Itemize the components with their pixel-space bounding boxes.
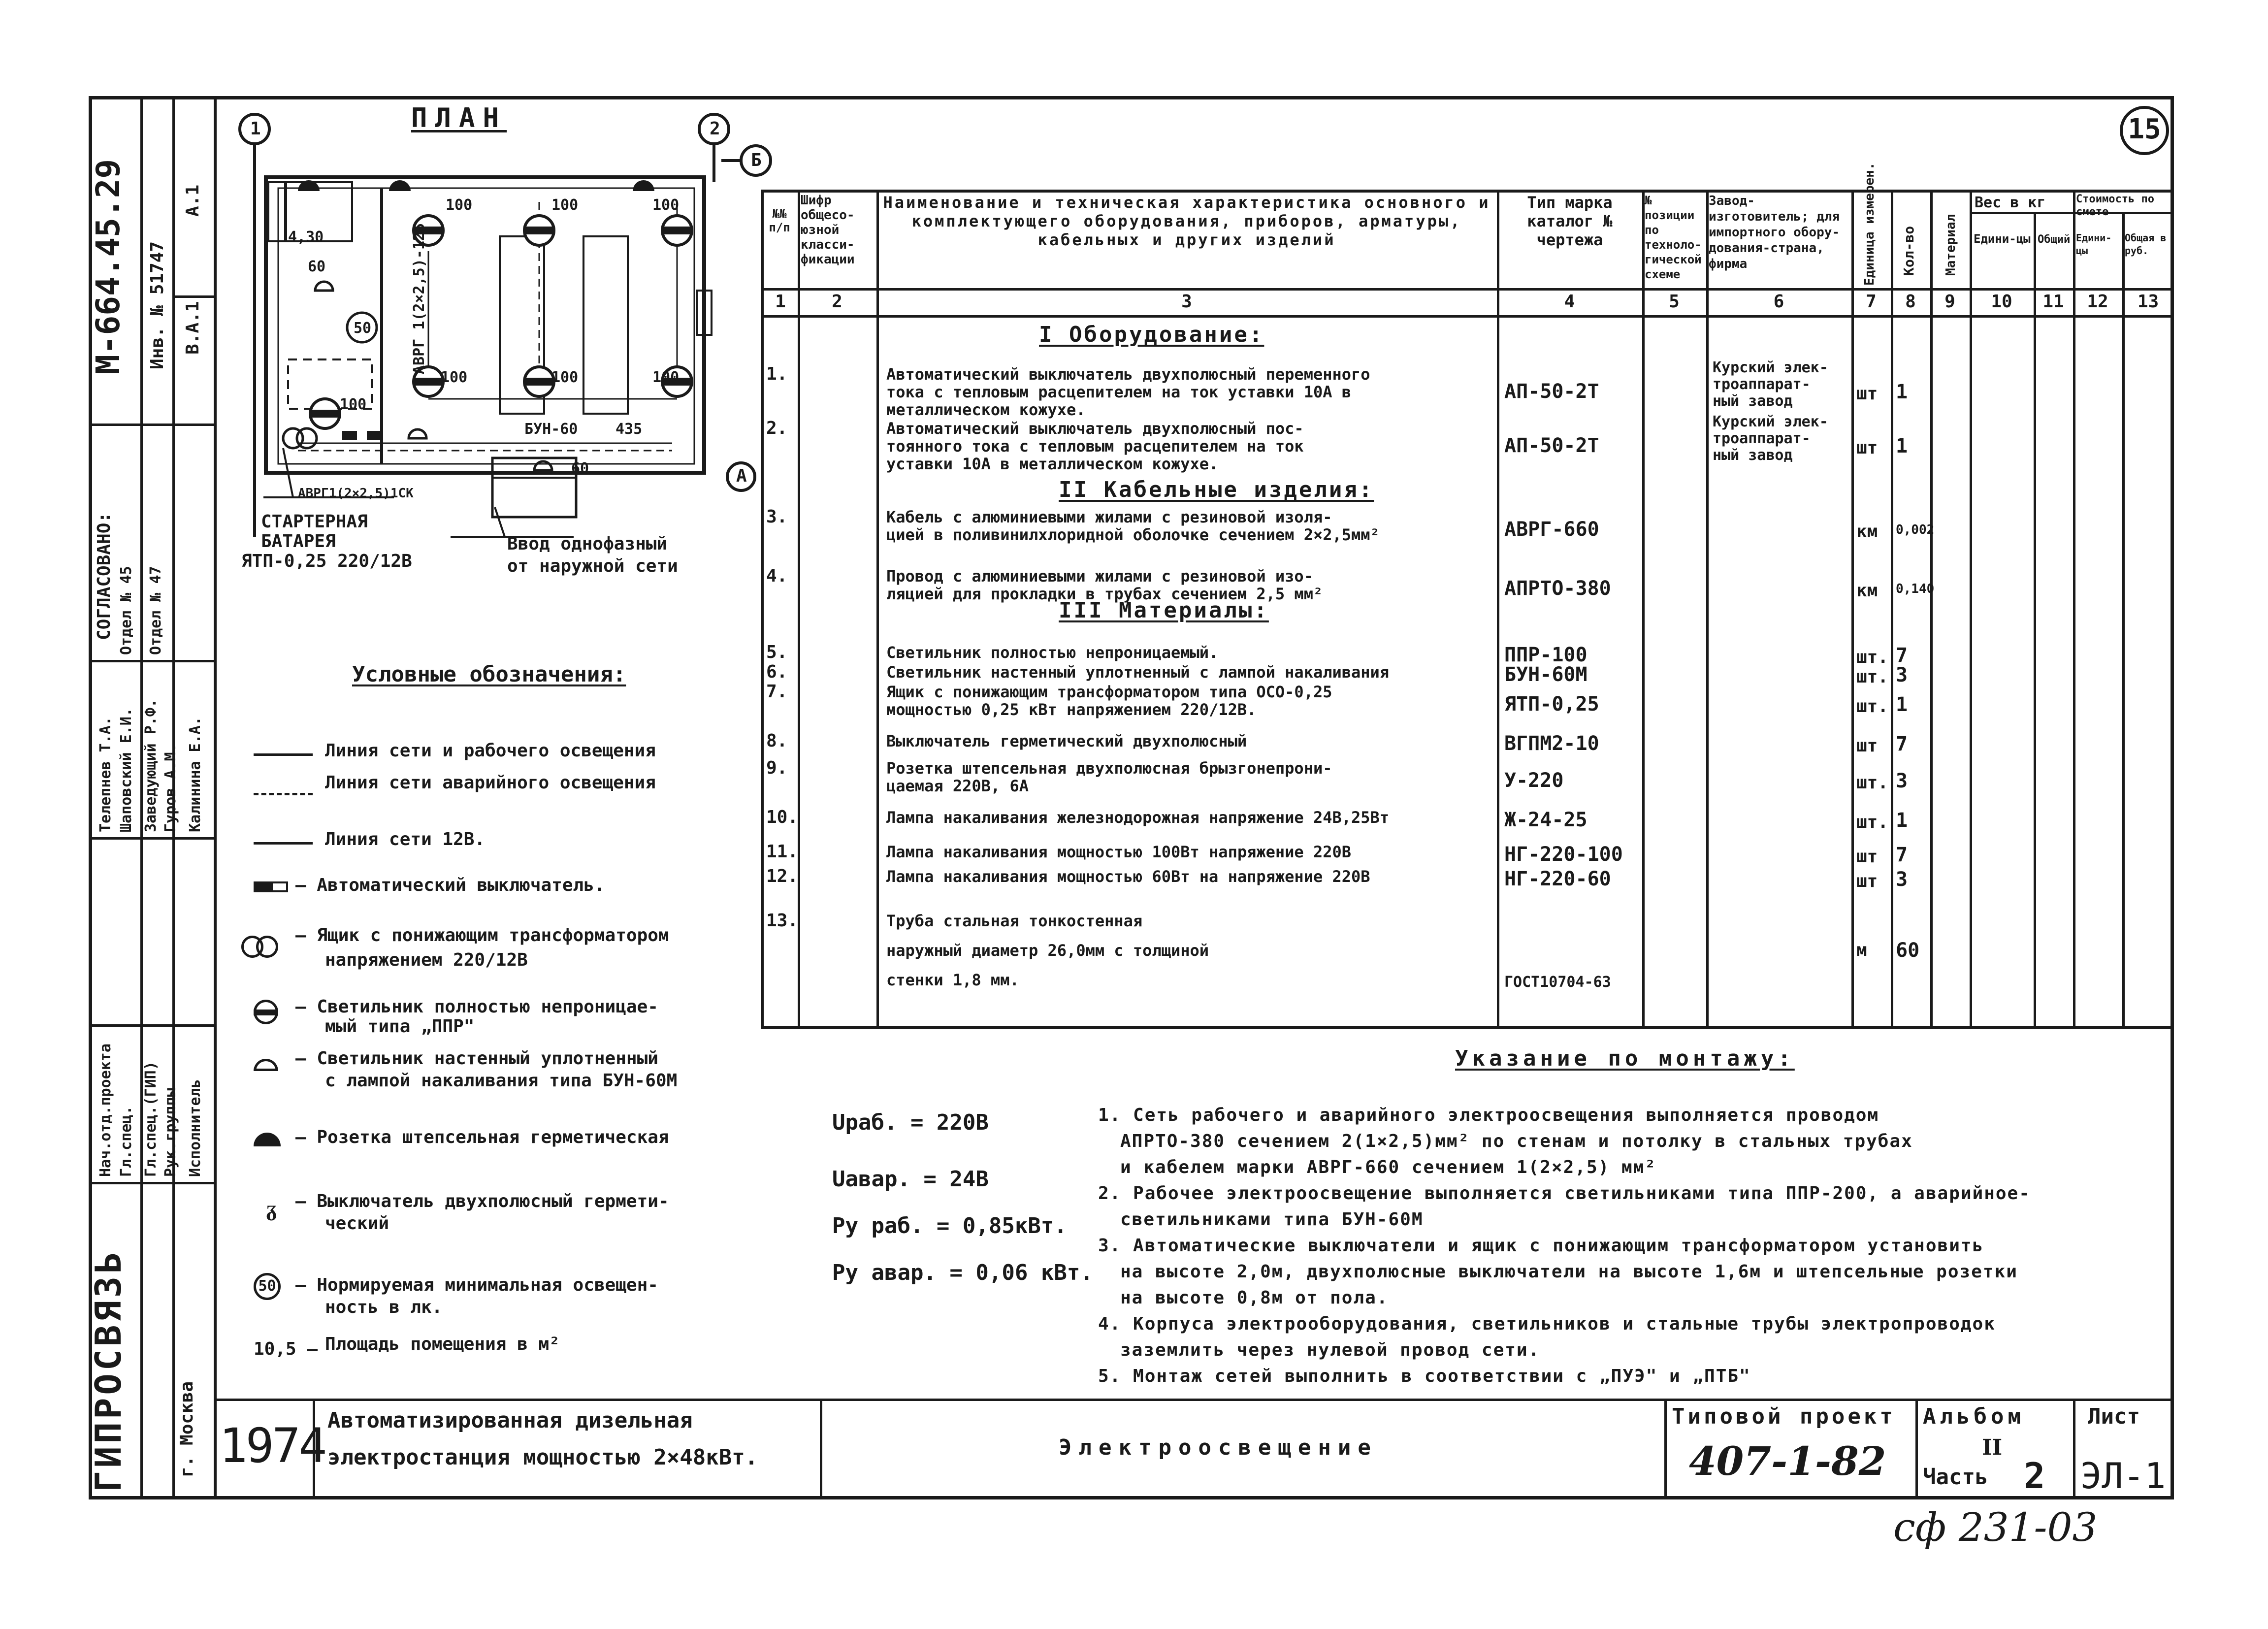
- row-name: Светильник настенный уплотненный с лампой накаливания: [886, 663, 1390, 682]
- legend-item-10b: ность в лк.: [325, 1297, 443, 1317]
- row-qty: 60: [1896, 939, 1920, 962]
- album-value: II: [1982, 1435, 2003, 1460]
- row-number: 12.: [766, 866, 799, 886]
- instruction-line: и кабелем марки АВРГ-660 сечением 1(2×2,5) мм²: [1120, 1157, 1656, 1177]
- row-qty: 3: [1896, 770, 1908, 792]
- row-number: 3.: [766, 507, 788, 527]
- instructions-title: Указание по монтажу:: [1455, 1046, 1795, 1071]
- colnum-11: 11: [2042, 292, 2064, 312]
- row-qty: 0,002: [1896, 522, 1935, 537]
- legend-norm-sym: 50: [258, 1277, 276, 1295]
- row-type: НГ-220-60: [1504, 868, 1611, 890]
- row-name: Кабель с алюминиевыми жилами с резиновой изоля-: [886, 508, 1332, 526]
- colnum-2: 2: [832, 292, 842, 312]
- instruction-line: на высоте 0,8м от пола.: [1120, 1288, 1389, 1308]
- colnum-4: 4: [1564, 292, 1575, 312]
- row-type: ППР-100: [1504, 644, 1588, 666]
- instruction-line: светильниками типа БУН-60М: [1120, 1209, 1424, 1230]
- role-3: Гл.спец.(ГИП): [142, 1061, 160, 1177]
- section-equipment: I Оборудование:: [1039, 322, 1264, 347]
- dept45: Отдел № 45: [118, 566, 135, 655]
- th-weight-total: Общий: [2038, 233, 2071, 246]
- city-name: г. Москва: [177, 1381, 197, 1477]
- row-maker: Курский элек-: [1713, 413, 1828, 430]
- plan-lux-100-d: 100: [441, 369, 468, 386]
- legend-item-2: Линия сети аварийного освещения: [325, 773, 656, 793]
- row-type: АП-50-2Т: [1504, 380, 1599, 403]
- row-qty: 7: [1896, 844, 1908, 866]
- project-name-1: Автоматизированная дизельная: [327, 1408, 693, 1433]
- plan-lux-100-c: 100: [652, 196, 680, 214]
- row-name: цией в поливинилхлоридной оболочке сечением 2×2,5мм²: [886, 525, 1380, 544]
- row-maker: троаппарат-: [1713, 376, 1811, 393]
- row-unit: шт.: [1856, 647, 1889, 667]
- row-type: ЯТП-0,25: [1504, 693, 1599, 716]
- row-unit: шт.: [1856, 812, 1889, 832]
- switch-icon: ᵹ: [266, 1196, 277, 1221]
- row-name: мощностью 0,25 кВт напряжением 220/12В.: [886, 700, 1257, 719]
- row-qty: 1: [1896, 381, 1908, 403]
- row-name: Лампа накаливания железнодорожная напряжение 24В,25Вт: [886, 808, 1390, 827]
- colnum-6: 6: [1773, 292, 1784, 312]
- axis-2-label: 2: [710, 119, 720, 139]
- legend-title: Условные обозначения:: [352, 662, 626, 687]
- row-name: Автоматический выключатель двухполюсный пос-: [886, 419, 1304, 438]
- row-name: уставки 10А в металлическом кожухе.: [886, 455, 1219, 473]
- legend-item-7b: с лампой накаливания типа БУН-60М: [325, 1071, 678, 1091]
- role-4: Рук.группы: [162, 1088, 179, 1177]
- instruction-line: заземлить через нулевой провод сети.: [1120, 1340, 1540, 1360]
- colnum-10: 10: [1991, 292, 2012, 312]
- row-number: 1.: [766, 364, 788, 384]
- role-2: Гл.спец.: [118, 1106, 135, 1177]
- row-qty: 1: [1896, 435, 1908, 457]
- row-name: Провод с алюминиевыми жилами с резиновой изо-: [886, 567, 1313, 586]
- row-name: тоянного тока с тепловым расцепителем на ток: [886, 437, 1304, 456]
- plan-area-label: 4,30: [288, 228, 324, 246]
- row-unit: шт.: [1856, 696, 1889, 717]
- callout-battery: БАТАРЕЯ: [261, 531, 336, 552]
- row-name: наружный диаметр 26,0мм с толщиной: [886, 941, 1209, 960]
- row-number: 13.: [766, 911, 799, 931]
- th-cost: Стоимость по смете: [2076, 193, 2154, 218]
- legend-line-solid: [254, 753, 313, 756]
- plan-lux-60: 60: [308, 258, 326, 275]
- row-type: ВГПМ2-10: [1504, 732, 1599, 755]
- row-unit: км: [1856, 581, 1878, 601]
- part-value: 2: [2024, 1455, 2045, 1497]
- colnum-13: 13: [2137, 292, 2159, 312]
- row-name: цаемая 220В, 6А: [886, 777, 1029, 795]
- row-name: Лампа накаливания мощностью 100Вт напряжение 220В: [886, 843, 1352, 861]
- row-name: Труба стальная тонкостенная: [886, 912, 1143, 930]
- legend-item-7: – Светильник настенный уплотненный: [295, 1048, 658, 1069]
- agreed-label: СОГЛАСОВАНО:: [94, 512, 114, 640]
- axis-a-label: А: [736, 466, 747, 486]
- axis-1-label: 1: [250, 119, 261, 139]
- legend-line-dashed: [254, 793, 313, 795]
- sheet-number: 15: [2128, 113, 2161, 145]
- row-name: Розетка штепсельная двухполюсная брызгонепрони-: [886, 759, 1332, 778]
- colnum-1: 1: [775, 292, 786, 312]
- colnum-12: 12: [2087, 292, 2108, 312]
- row-number: 2.: [766, 418, 788, 438]
- name-1: Телепнев Т.А.: [97, 717, 114, 832]
- instruction-line: 5. Монтаж сетей выполнить в соответствии с „ПУЭ" и „ПТБ": [1098, 1366, 1751, 1386]
- row-type: АПРТО-380: [1504, 577, 1611, 600]
- row-name: Автоматический выключатель двухполюсный переменного: [886, 365, 1370, 384]
- u-emerg: Uавар. = 24В: [832, 1167, 989, 1192]
- th-qty: Кол-во: [1901, 226, 1917, 276]
- row-number: 4.: [766, 566, 788, 586]
- row-name: Лампа накаливания мощностью 60Вт на напряжение 220В: [886, 867, 1370, 886]
- row-name: тока с тепловым расцепителем на ток уставки 10А в: [886, 383, 1352, 401]
- row-unit: м: [1856, 940, 1867, 960]
- row-unit: шт: [1856, 847, 1878, 867]
- plan-lux-100-e: 100: [551, 369, 579, 386]
- colnum-8: 8: [1905, 292, 1916, 312]
- legend-item-8: – Розетка штепсельная герметическая: [295, 1127, 669, 1147]
- album-label: Альбом: [1923, 1404, 2025, 1429]
- callout-input-2: от наружной сети: [507, 556, 678, 576]
- legend-line-12v: [254, 842, 313, 845]
- colnum-3: 3: [1181, 292, 1192, 312]
- th-name: Наименование и техническая характеристика основного и комплектующего оборудования, приборов, арматуры, кабельных и других изделий: [883, 193, 1490, 249]
- row-type: АВРГ-660: [1504, 518, 1599, 541]
- part-label: Часть: [1923, 1465, 1988, 1490]
- list-label: Лист: [2088, 1404, 2140, 1429]
- legend-item-1: Линия сети и рабочего освещения: [325, 741, 656, 761]
- row-type: АП-50-2Т: [1504, 434, 1599, 457]
- section-cables: II Кабельные изделия:: [1059, 477, 1374, 502]
- plan-lux-100-a: 100: [446, 196, 473, 214]
- row-unit: шт: [1856, 384, 1878, 404]
- th-pos: № позиции по техноло-гической схеме: [1645, 194, 1702, 281]
- instruction-line: 3. Автоматические выключатели и ящик с понижающим трансформатором установить: [1098, 1236, 1984, 1256]
- row-qty: 7: [1896, 733, 1908, 755]
- instruction-line: АПРТО-380 сечением 2(1×2,5)мм² по стенам и потолку в стальных трубах: [1120, 1131, 1913, 1151]
- row-number: 9.: [766, 758, 788, 778]
- plan-title: ПЛАН: [411, 102, 507, 133]
- row-unit: шт: [1856, 736, 1878, 756]
- th-cost-total: Общая в руб.: [2125, 232, 2167, 257]
- row-qty: 0,140: [1896, 582, 1935, 596]
- axis-b-label: Б: [751, 150, 762, 170]
- instruction-line: 4. Корпуса электрооборудования, светильников и стальные трубы электропроводок: [1098, 1314, 1996, 1334]
- th-material: Материал: [1944, 214, 1958, 276]
- legend-item-9b: ческий: [325, 1213, 389, 1234]
- year: 1974: [219, 1418, 325, 1473]
- plan-lux-100-b: 100: [551, 196, 579, 214]
- row-qty: 1: [1896, 693, 1908, 716]
- row-name: Выключатель герметический двухполюсный: [886, 732, 1247, 750]
- role-1: Нач.отд.проекта: [97, 1043, 114, 1177]
- row-name: Ящик с понижающим трансформатором типа ОСО-0,25: [886, 683, 1332, 701]
- plan-lux-100-g: 100: [340, 396, 367, 413]
- th-maker: Завод-изготовитель; для импортного обору-дования-страна, фирма: [1709, 194, 1840, 271]
- row-name: ляцией для прокладки в трубах сечением 2,5 мм²: [886, 585, 1323, 603]
- legend-item-5: – Ящик с понижающим трансформатором: [295, 925, 669, 945]
- legend-item-3: Линия сети 12В.: [325, 829, 486, 849]
- row-qty: 7: [1896, 644, 1908, 667]
- legend-area-sym: 10,5 –: [254, 1339, 318, 1359]
- row-qty: 3: [1896, 664, 1908, 686]
- name-2: Шаповский Е.И.: [118, 708, 135, 832]
- colnum-5: 5: [1669, 292, 1680, 312]
- row-qty: 1: [1896, 809, 1908, 832]
- plan-lux-100-f: 100: [652, 369, 680, 386]
- row-type: ГОСТ10704-63: [1504, 974, 1611, 991]
- row-name: металлическом кожухе.: [886, 400, 1086, 419]
- row-unit: шт: [1856, 871, 1878, 891]
- row-qty: 3: [1896, 868, 1908, 891]
- name-3: Заведующий Р.Ф.: [142, 699, 160, 832]
- colnum-7: 7: [1866, 292, 1877, 312]
- legend-item-6: – Светильник полностью непроницае-: [295, 997, 658, 1017]
- plan-lux-60-b: 60: [571, 460, 589, 477]
- typ-label: Типовой проект: [1672, 1404, 1896, 1429]
- plan-dim-435: 435: [616, 421, 643, 438]
- row-unit: шт: [1856, 438, 1878, 458]
- row-unit: шт.: [1856, 667, 1889, 687]
- doc-number: М-664.45.29: [89, 159, 127, 374]
- row-type: БУН-60М: [1504, 663, 1588, 686]
- instruction-line: 1. Сеть рабочего и аварийного электроосвещения выполняется проводом: [1098, 1105, 1879, 1125]
- th-unit: Единица измерен.: [1862, 162, 1877, 286]
- callout-ytp: ЯТП-0,25 220/12В: [241, 551, 412, 571]
- list-value: ЭЛ-1: [2080, 1455, 2166, 1497]
- row-number: 7.: [766, 682, 788, 702]
- role-5: Исполнитель: [187, 1079, 204, 1177]
- row-type: НГ-220-100: [1504, 843, 1623, 866]
- a1-label: А.1: [183, 184, 203, 217]
- section-materials: III Материалы:: [1059, 598, 1269, 623]
- row-number: 10.: [766, 807, 799, 827]
- row-unit: шт.: [1856, 773, 1889, 793]
- va1-label: В.А.1: [183, 301, 203, 355]
- breaker-icon: [254, 881, 271, 892]
- row-number: 6.: [766, 662, 788, 682]
- row-maker: ный завод: [1713, 392, 1793, 410]
- colnum-9: 9: [1944, 292, 1955, 312]
- row-unit: км: [1856, 521, 1878, 542]
- row-type: У-220: [1504, 769, 1564, 792]
- legend-item-6b: мый типа „ППР": [325, 1016, 475, 1037]
- callout-starter: СТАРТЕРНАЯ: [261, 512, 368, 532]
- p-work: Ру раб. = 0,85кВт.: [832, 1213, 1067, 1238]
- plan-cable-label: АВРГ 1(2×2,5)-125: [411, 223, 428, 374]
- row-maker: троаппарат-: [1713, 430, 1811, 447]
- stamp-number: сф 231-03: [1893, 1504, 2098, 1550]
- th-cost-unit: Едини-цы: [2076, 232, 2112, 257]
- dept47: Отдел № 47: [147, 566, 164, 655]
- row-type: Ж-24-25: [1504, 809, 1588, 831]
- th-weight-unit: Едини-цы: [1974, 232, 2031, 246]
- th-type: Тип марка каталог № чертежа: [1527, 193, 1613, 249]
- org-name: ГИПРОСВЯЗЬ: [88, 1249, 129, 1492]
- plan-norm-50: 50: [354, 320, 372, 337]
- row-maker: ный завод: [1713, 447, 1793, 464]
- plan-apr-label: АВРГ1(2×2,5)1СК: [298, 486, 414, 501]
- legend-item-11: Площадь помещения в м²: [325, 1334, 560, 1354]
- row-maker: Курский элек-: [1713, 359, 1828, 376]
- u-work: Uраб. = 220В: [832, 1110, 989, 1135]
- project-name-2: электростанция мощностью 2×48кВт.: [327, 1445, 758, 1470]
- row-name: стенки 1,8 мм.: [886, 971, 1019, 989]
- name-4: Гуров А.М.: [162, 743, 179, 832]
- callout-input-1: Ввод однофазный: [507, 534, 668, 554]
- typ-value: 407-1-82: [1689, 1438, 1886, 1484]
- instruction-line: 2. Рабочее электроосвещение выполняется светильниками типа ППР-200, а аварийное-: [1098, 1183, 2031, 1204]
- row-name: Светильник полностью непроницаемый.: [886, 643, 1219, 662]
- inv-number: Инв. № 51747: [147, 241, 167, 369]
- row-number: 5.: [766, 642, 788, 662]
- th-code: Шифр общесо-юзной класси-фикации: [801, 193, 855, 267]
- p-emerg: Ру авар. = 0,06 кВт.: [832, 1260, 1093, 1285]
- legend-item-9: – Выключатель двухполюсный гермети-: [295, 1191, 669, 1211]
- th-weight: Вес в кг: [1975, 194, 2046, 211]
- legend-item-5b: напряжением 220/12В: [325, 950, 528, 970]
- legend-item-4: – Автоматический выключатель.: [295, 875, 605, 895]
- name-5: Калинина Е.А.: [187, 717, 204, 832]
- sheet-title: Электроосвещение: [1059, 1435, 1378, 1460]
- th-num: №№ п/п: [769, 207, 790, 234]
- legend-item-10: – Нормируемая минимальная освещен-: [295, 1275, 658, 1295]
- instruction-line: на высоте 2,0м, двухполюсные выключатели на высоте 1,6м и штепсельные розетки: [1120, 1262, 2018, 1282]
- row-number: 8.: [766, 731, 788, 751]
- row-number: 11.: [766, 842, 799, 862]
- plan-buy-label: БУН-60: [524, 421, 578, 438]
